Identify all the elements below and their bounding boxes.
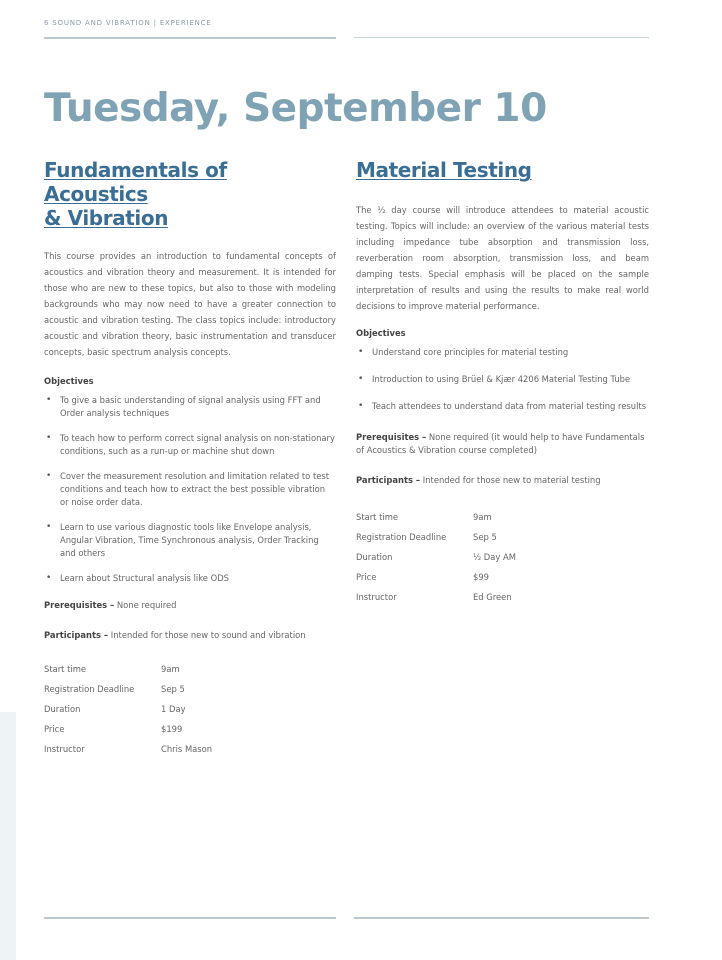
bullet-icon: • [46,471,52,481]
objective-text: Learn to use various diagnostic tools like Envelope analysis, Angular Vibration, Time Synchronous analysis, Order Tracking and others [60,522,319,558]
objective-text: To teach how to perform correct signal analysis on non-stationary conditions, such as a run-up or machine shut down [60,433,335,456]
objectives-list [356,346,649,413]
objective-item [44,521,336,560]
detail-value: 9am [473,512,492,522]
objective-text: Introduction to using Brüel & Kjær 4206 Material Testing Tube [372,374,631,384]
header-rule-left [44,37,336,39]
prerequisites-label: Prerequisites – [356,432,427,442]
course-column-fundamentals [44,158,336,759]
objective-text: Teach attendees to understand data from material testing results [372,401,647,411]
detail-row-instructor [44,739,336,759]
detail-row-registration-deadline [44,679,336,699]
participants [44,629,336,642]
course-title[interactable] [44,158,336,230]
detail-row-registration-deadline [356,527,649,547]
detail-label: Duration [44,704,81,714]
course-details-table [356,507,649,607]
detail-value: $199 [161,724,183,734]
running-head: 6 SOUND AND VIBRATION | EXPERIENCE [44,19,212,27]
course-description: This course provides an introduction to fundamental concepts of acoustics and vibration theory and measurement. It is intended for those who are new to these topics, but also to those with modeling backgrounds who may now need to have a greater connection to acoustic and vibration testing. The class topics include: introductory acoustic and vibration theory, basic instrumentation and transducer concepts, basic spectrum analysis concepts. [44,251,336,357]
bullet-icon: • [358,347,364,357]
course-column-material-testing [356,158,649,607]
detail-value: 1 Day [161,704,186,714]
detail-value: Chris Mason [161,744,213,754]
detail-label: Registration Deadline [356,532,447,542]
detail-label: Duration [356,552,393,562]
detail-row-start-time [356,507,649,527]
detail-value: $99 [473,572,489,582]
detail-label: Start time [356,512,399,522]
course-title-line2[interactable]: & Vibration [44,206,169,230]
footer-rule-right [354,917,649,919]
participants-label: Participants – [44,630,109,640]
participants-text: Intended for those new to sound and vibration [110,630,306,640]
bullet-icon: • [358,374,364,384]
detail-row-instructor [356,587,649,607]
objective-item [44,432,336,458]
detail-value: Sep 5 [161,684,185,694]
detail-value: Ed Green [473,592,512,602]
side-accent-bar [0,712,16,960]
objectives-heading: Objectives [356,328,406,338]
detail-value: ½ Day AM [473,552,516,562]
detail-value: Sep 5 [473,532,497,542]
prerequisites-text: None required (it would help to have Fundamentals of Acoustics & Vibration course completed) [356,432,645,455]
bullet-icon: • [46,522,52,532]
detail-row-start-time [44,659,336,679]
objective-text: Understand core principles for material testing [372,347,569,357]
objectives-list [44,394,336,585]
bullet-icon: • [358,401,364,411]
detail-label: Price [356,572,377,582]
header-rule-right [354,37,649,38]
objective-item [356,400,649,413]
objective-item [356,373,649,386]
bullet-icon: • [46,573,52,583]
detail-label: Registration Deadline [44,684,135,694]
page-title: Tuesday, September 10 [44,86,547,131]
objective-item [44,572,336,585]
footer-rule-left [44,917,336,919]
detail-label: Start time [44,664,87,674]
objective-text: To give a basic understanding of signal analysis using FFT and Order analysis techniques [60,395,321,418]
course-title[interactable] [356,158,649,182]
objective-item [44,394,336,420]
course-details-table [44,659,336,759]
objective-item [356,346,649,359]
participants-text: Intended for those new to material testing [422,475,601,485]
course-title-line1[interactable]: Fundamentals of Acoustics [44,158,227,206]
detail-row-duration [44,699,336,719]
prerequisites [44,599,336,612]
prerequisites-text: None required [116,600,177,610]
prerequisites [356,431,649,457]
participants [356,474,649,487]
detail-label: Instructor [44,744,85,754]
detail-value: 9am [161,664,180,674]
course-description: The ½ day course will introduce attendees to material acoustic testing. Topics will include: an overview of the various material tests including impedance tube absorption and transmission loss, reverberation room absorption, transmission loss, and beam damping tests. Special emphasis will be placed on the sample interpretation of results and using the results to make real world decisions to improve material performance. [356,205,649,311]
course-title-line1[interactable]: Material Testing [356,158,532,182]
bullet-icon: • [46,433,52,443]
detail-row-price [44,719,336,739]
detail-label: Price [44,724,65,734]
participants-label: Participants – [356,475,421,485]
objective-item [44,470,336,509]
bullet-icon: • [46,395,52,405]
detail-row-price [356,567,649,587]
objectives-heading: Objectives [44,376,94,386]
objective-text: Learn about Structural analysis like ODS [60,573,229,583]
detail-row-duration [356,547,649,567]
prerequisites-label: Prerequisites – [44,600,115,610]
objective-text: Cover the measurement resolution and limitation related to test conditions and teach how to extract the best possible vibration or noise order data. [60,471,330,507]
detail-label: Instructor [356,592,397,602]
